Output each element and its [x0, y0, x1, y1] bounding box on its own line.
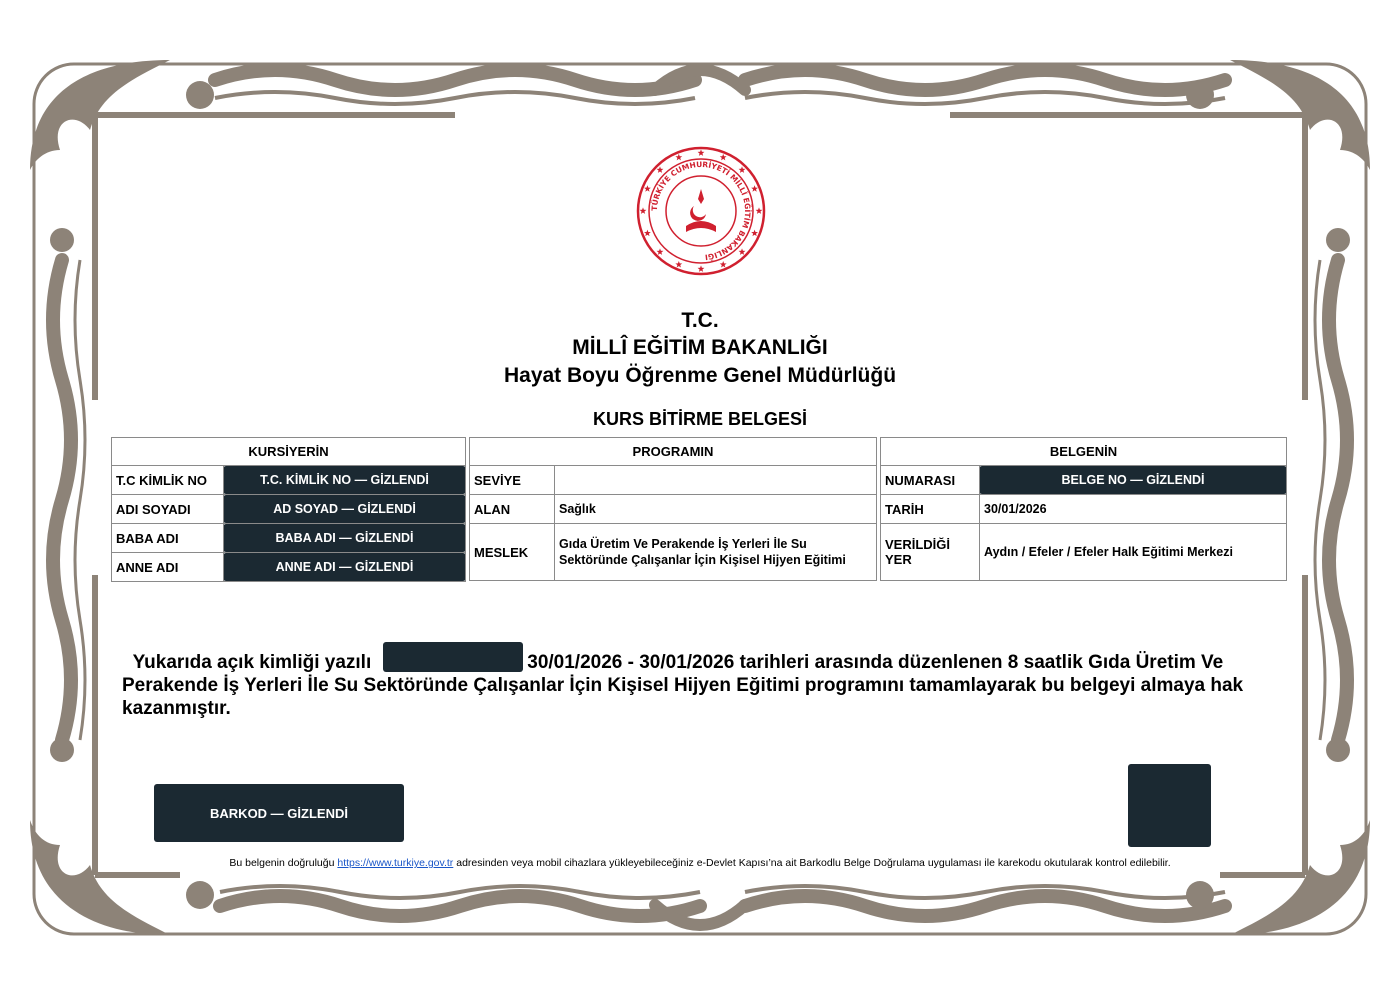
name-label: ADI SOYADI: [112, 495, 224, 524]
seal-star-icon: [720, 154, 727, 161]
cert-number-redacted: BELGE NO — GİZLENDİ: [979, 466, 1287, 494]
cert-number-label: NUMARASI: [881, 466, 980, 495]
seal-star-icon: [698, 149, 705, 156]
issue-place-value: Aydın / Efeler / Efeler Halk Eğitimi Merkezi: [980, 524, 1287, 581]
father-name-redacted: BABA ADI — GİZLENDİ: [223, 524, 466, 552]
seal-star-icon: [657, 248, 664, 255]
date-value: 30/01/2026: [980, 495, 1287, 524]
mother-name-label: ANNE ADI: [112, 553, 224, 582]
mother-name-redacted: ANNE ADI — GİZLENDİ: [223, 553, 466, 581]
father-name-label: BABA ADI: [112, 524, 224, 553]
seal-text: TÜRKİYE CUMHURİYETİ MİLLÎ EĞİTİM BAKANLIĞI: [649, 159, 753, 262]
certificate-heading: BELGENİN: [881, 438, 1287, 466]
barcode-redacted: BARKOD — GİZLENDİ: [154, 784, 404, 842]
qr-code-redacted: [1128, 764, 1211, 847]
seal-star-icon: [739, 248, 746, 255]
name-inline-redacted: [383, 642, 523, 672]
seal-star-icon: [657, 166, 664, 173]
date-label: TARİH: [881, 495, 980, 524]
program-heading: PROGRAMIN: [470, 438, 877, 466]
certificate-table: [880, 437, 1287, 581]
occupation-label: MESLEK: [470, 524, 555, 581]
ministry-seal: [634, 144, 768, 278]
name-redacted: AD SOYAD — GİZLENDİ: [223, 495, 466, 523]
seal-star-icon: [644, 185, 651, 192]
seal-star-icon: [644, 230, 651, 237]
footer-text-before: Bu belgenin doğruluğu: [229, 857, 338, 869]
tc-no-redacted: T.C. KİMLİK NO — GİZLENDİ: [223, 466, 466, 494]
level-value: [555, 466, 877, 495]
issue-place-label: [881, 524, 980, 581]
level-label: SEVİYE: [470, 466, 555, 495]
field-value: Sağlık: [555, 495, 877, 524]
seal-star-icon: [698, 265, 705, 272]
seal-star-icon: [720, 261, 727, 268]
statement-lead: Yukarıda açık kimliği yazılı: [132, 652, 372, 673]
certification-statement: [122, 642, 1292, 720]
seal-star-icon: [739, 166, 746, 173]
header-directorate: Hayat Boyu Öğrenme Genel Müdürlüğü: [503, 364, 897, 387]
field-label: ALAN: [470, 495, 555, 524]
seal-star-icon: [751, 230, 758, 237]
seal-star-icon: [751, 185, 758, 192]
seal-star-icon: [675, 261, 682, 268]
header-ministry: MİLLÎ EĞİTİM BAKANLIĞI: [572, 336, 828, 359]
turkiye-gov-link[interactable]: https://www.turkiye.gov.tr: [337, 857, 454, 869]
program-table: [469, 437, 877, 581]
seal-star-icon: [756, 207, 763, 214]
statement-body: 30/01/2026 - 30/01/2026 tarihleri arasında düzenlenen 8 saatlik Gıda Üretim Ve Perakende İş Yerleri İle Su Sektöründe Çalışanlar İçin Kişisel Hijyen Eğitimi programını tamamlayarak bu belgeyi almaya hak kazanmıştır.: [122, 652, 1244, 719]
verification-footer: [0, 857, 1400, 869]
header-tc: T.C.: [681, 309, 719, 332]
trainee-table: [111, 437, 466, 582]
seal-star-icon: [640, 207, 647, 214]
document-title: KURS BİTİRME BELGESİ: [592, 409, 807, 429]
issue-place-label-line2: YER: [885, 552, 912, 567]
occupation-value: Gıda Üretim Ve Perakende İş Yerleri İle Su Sektöründe Çalışanlar İçin Kişisel Hijyen Eğitimi: [555, 524, 877, 581]
footer-text-after: adresinden veya mobil cihazlara yükleyebileceğiniz e-Devlet Kapısı’na ait Barkodlu Belge Doğrulama uygulaması ile karekodu okutularak kontrol edilebilir.: [453, 857, 1171, 869]
trainee-heading: KURSİYERİN: [112, 438, 466, 466]
tc-no-label: T.C KİMLİK NO: [112, 466, 224, 495]
issue-place-label-line1: VERİLDİĞİ: [885, 537, 951, 552]
seal-star-icon: [675, 154, 682, 161]
